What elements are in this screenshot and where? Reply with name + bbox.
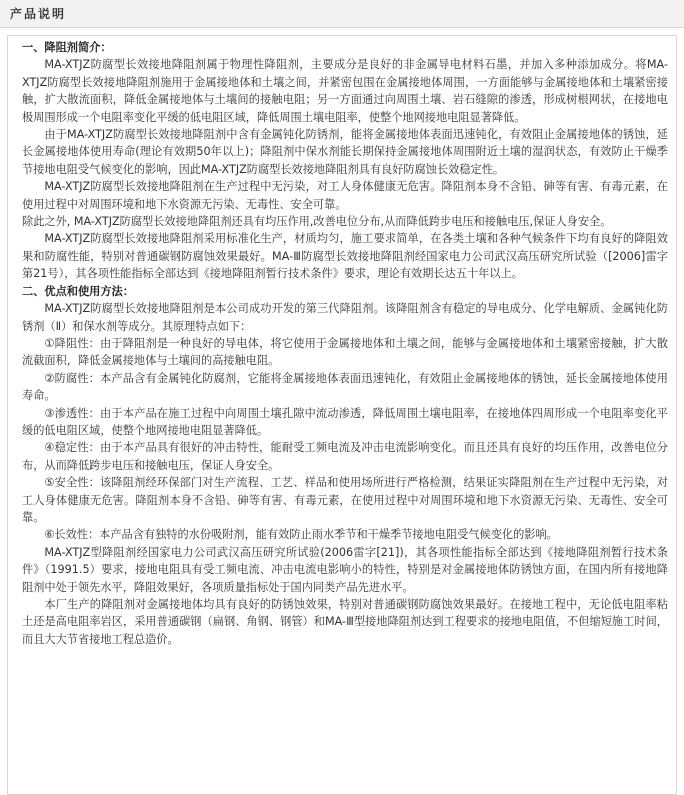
section-header [0, 0, 684, 28]
list-item: ②防腐性：本产品含有金属钝化防腐剂，它能将金属接地体表面迅速钝化，有效阻止金属接地体的锈蚀，延长金属接地体使用寿命。 [22, 371, 668, 403]
section-heading-intro: 一、降阻剂简介： [22, 41, 112, 54]
paragraph: MA-XTJZ防腐型长效接地降阻剂属于物理性降阻剂，主要成分是良好的非金属导电材料石墨，并加入多种添加成分。将MA-XTJZ防腐型长效接地降阻剂施用于金属接地体和土壤之间，并紧密包围在金属接地体周围，一方面能够与金属接地体和土壤紧密接触，扩大散流面积，降低金属接地体与土壤间的接触电阻；另一方面通过向周围土壤、岩石缝隙的渗透，形成树根网状，在接地电极周围形成一个电阻率变化平缓的低电阻区域，降低周围土壤电阻率，使整个地网接地电阻显著降低。 [22, 58, 668, 124]
list-item: ⑤安全性：该降阻剂经环保部门对生产流程、工艺、样品和使用场所进行严格检测，结果证实降阻剂在生产过程中无污染，对工人身体健康无危害。降阻剂本身不含铅、砷等有害、有毒元素，在使用过程中对周围环境和地下水资源无污染、无毒性、安全可靠。 [22, 476, 668, 524]
list-item: ①降阻性：由于降阻剂是一种良好的导电体，将它使用于金属接地体和土壤之间，能够与金属接地体和土壤紧密接触，扩大散流截面积，降低金属接地体与土壤间的高接触电阻。 [22, 336, 668, 368]
section-heading-advantages: 二、优点和使用方法： [22, 284, 134, 298]
paragraph: 本厂生产的降阻剂对金属接地体均具有良好的防锈蚀效果，特别对普通碳钢防腐蚀效果最好。在接地工程中，无论低电阻率粘土还是高电阻率岩区，采用普通碳钢（扁钢、角钢、钢管）和MA-Ⅲ型接地降阻剂达到工程要求的接地电阻值，不但缩短施工时间，而且大大节省接地工程总造价。 [22, 598, 668, 646]
paragraph: MA-XTJZ防腐型长效接地降阻剂采用标准化生产，材质均匀，施工要求简单，在各类土壤和各种气候条件下均有良好的降阻效果和防腐性能，特别对普通碳钢防腐蚀效果最好。MA-Ⅲ防腐型长效接地降阻剂经国家电力公司武汉高压研究所试验（[2006]雷字第21号），其各项性能指标全部达到《接地降阻剂暂行技术条件》要求，理论有效期长达五十年以上。 [22, 232, 668, 281]
list-item: ③渗透性：由于本产品在施工过程中向周围土壤孔隙中流动渗透，降低周围土壤电阻率，在接地体四周形成一个电阻率变化平缓的低电阻区域，使整个地网接地电阻显著降低。 [22, 406, 668, 437]
paragraph: MA-XTJZ防腐型长效接地降阻剂在生产过程中无污染，对工人身体健康无危害。降阻剂本身不含铅、砷等有害、有毒元素，在使用过程中对周围环境和地下水资源无污染、无毒性、安全可靠。 [22, 180, 668, 211]
paragraph: 除此之外, MA-XTJZ防腐型长效接地降阻剂还具有均压作用,改善电位分布,从而降低跨步电压和接触电压,保证人身安全。 [22, 215, 612, 229]
list-item: ⑥长效性：本产品含有独特的水份吸附剂，能有效防止雨水季节和干燥季节接地电阻受气候变化的影响。 [44, 528, 558, 542]
paragraph: MA-XTJZ防腐型长效接地降阻剂是本公司成功开发的第三代降阻剂。该降阻剂含有稳定的导电成分、化学电解质、金属钝化防锈剂（Ⅱ）和保水剂等成分。其原理特点如下： [22, 302, 668, 333]
list-item: ④稳定性：由于本产品具有很好的冲击特性，能耐受工频电流及冲击电流影响变化。而且还具有良好的均压作用，改善电位分布，从而降低跨步电压和接触电压，保证人身安全。 [22, 441, 668, 472]
paragraph: MA-XTJZ型降阻剂经国家电力公司武汉高压研究所试验(2006雷字[21])，其各项性能指标全部达到《接地降阻剂暂行技术条件》（1991.5）要求，接地电阻具有受工频电流、冲击电流电影响小的特性，特别是对金属接地体防锈蚀方面，在国内所有接地降阻剂中处于领先水平，降阻效果好，各项质量指标处于国内同类产品先进水平。 [22, 545, 668, 594]
product-description-panel [7, 35, 677, 795]
section-header-title: 产品说明 [10, 7, 67, 21]
paragraph: 由于MA-XTJZ防腐型长效接地降阻剂中含有金属钝化防锈剂，能将金属接地体表面迅速钝化，有效阻止金属接地体的锈蚀，延长金属接地体使用寿命(理论有效期50年以上)；降阻剂中保水剂能长期保持金属接地体周围附近土壤的湿润状态，有效防止干燥季节接地电阻受气候变化的影响，因此MA-XTJZ防腐型长效接地降阻剂具有良好防腐蚀长效稳定性。 [22, 128, 668, 176]
